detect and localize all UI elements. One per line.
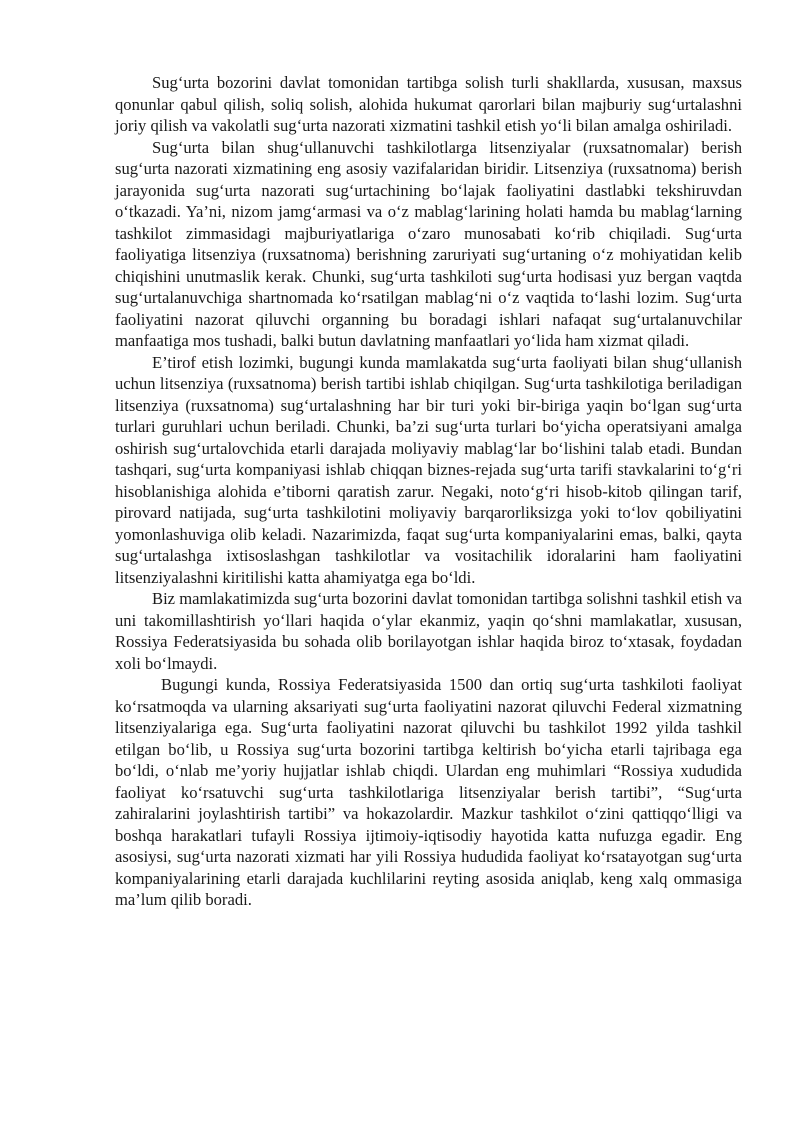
paragraph-state-regulation: Sug‘urta bozorini davlat tomonidan tartibga solish turli shakllarda, xususan, maxsus qonunlar qabul qilish, soliq solish, alohida hukumat qarorlari bilan majburiy sug‘urtalashni joriy qilish va vakolatli sug‘urta nazorati xizmatini tashkil etish yo‘li bilan amalga oshiriladi. [115,73,742,135]
paragraph-license-procedure: E’tirof etish lozimki, bugungi kunda mamlakatda sug‘urta faoliyati bilan shug‘ullanish uchun litsenziya (ruxsatnoma) berish tartibi ishlab chiqilgan. Sug‘urta tashkilotiga beriladigan litsenziya (ruxsatnoma) sug‘urtalashning har bir turi yoki bir-biriga yaqin bo‘lgan sug‘urta turlari guruhlari uchun beriladi. Chunki, ba’zi sug‘urta turlari bo‘yicha operatsiyani amalga oshirish sug‘urtalovchida etarli darajada moliyaviy mablag‘lar bo‘lishini talab etadi. Bundan tashqari, sug‘urta kompaniyasi ishlab chiqqan biznes-rejada sug‘urta tarifi stavkalarini to‘g‘ri hisoblanishiga alohida e’tiborni qaratish zarur. Negaki, noto‘g‘ri hisob-kitob qilingan tarif, pirovard natijada, sug‘urta tashkilotini moliyaviy barqarorliksizga yoki to‘lov qobiliyatini yomonlashuviga olib keladi. Nazarimizda, faqat sug‘urta kompaniyalarini emas, balki, qayta sug‘urtalashga ixtisoslashgan tashkilotlar va vositachilik idoralarini ham faoliyatini litsenziyalashni kiritilishi katta ahamiyatga ega bo‘ldi. [115,352,742,587]
paragraph-russia-intro: Biz mamlakatimizda sug‘urta bozorini davlat tomonidan tartibga solishni tashkil etish va uni takomillashtirish yo‘llari haqida o‘ylar ekanmiz, yaqin qo‘shni mamlakatlar, xususan, Rossiya Federatsiyasida bu sohada olib borilayotgan ishlar haqida biroz to‘xtasak, foydadan xoli bo‘lmaydi. [115,589,742,673]
paragraph-licensing: Sug‘urta bilan shug‘ullanuvchi tashkilotlarga litsenziyalar (ruxsatnomalar) berish sug‘urta nazorati xizmatining eng asosiy vazifalaridan biridir. Litsenziya (ruxsatnoma) berish jarayonida sug‘urta nazorati sug‘urtachining bo‘lajak faoliyatini dastlabki tekshiruvdan o‘tkazadi. Ya’ni, nizom jamg‘armasi va o‘z mablag‘larining holati hamda bu mablag‘larning tashkilot zimmasidagi majburiyatlariga o‘zaro munosabati ko‘rib chiqiladi. Sug‘urta faoliyatiga litsenziya (ruxsatnoma) berishning zaruriyati sug‘urtaning o‘z mohiyatidan kelib chiqishini unutmaslik kerak. Chunki, sug‘urta tashkiloti sug‘urta hodisasi yuz bergan vaqtda sug‘urtalanuvchiga shartnomada ko‘rsatilgan mablag‘ni o‘z vaqtida to‘lashi lozim. Sug‘urta faoliyatini nazorat qiluvchi organning bu boradagi ishlari nafaqat sug‘urtalanuvchilar manfaatiga mos tushadi, balki butun davlatning manfaatlari yo‘lida ham xizmat qiladi. [115,137,742,350]
paragraph-russia-federation: Bugungi kunda, Rossiya Federatsiyasida 1500 dan ortiq sug‘urta tashkiloti faoliyat ko‘rsatmoqda va ularning aksariyati sug‘urta faoliyatini nazorat qiluvchi Federal xizmatning litsenziyalariga ega. Sug‘urta faoliyatini nazorat qiluvchi bu tashkilot 1992 yilda tashkil etilgan bo‘lib, u Rossiya sug‘urta bozorini tartibga keltirish bo‘yicha etarli tajribaga ega bo‘ldi, o‘nlab me’yoriy hujjatlar ishlab chiqdi. Ulardan eng muhimlari “Rossiya xududida faoliyat ko‘rsatuvchi sug‘urta tashkilotlariga litsenziyalar berish tartibi”, “Sug‘urta zahiralarini joylashtirish tartibi” va hokazolardir. Mazkur tashkilot o‘zini qattiqqo‘lligi va boshqa harakatlari tufayli Rossiya ijtimoiy-iqtisodiy hayotida katta nufuzga egadir. Eng asosiysi, sug‘urta nazorati xizmati har yili Rossiya hududida faoliyat ko‘rsatayotgan sug‘urta kompaniyalarining etarli darajada kuchlilarini reyting asosida aniqlab, keng xalq ommasiga ma’lum qilib boradi. [115,675,742,909]
document-page [115,72,742,911]
